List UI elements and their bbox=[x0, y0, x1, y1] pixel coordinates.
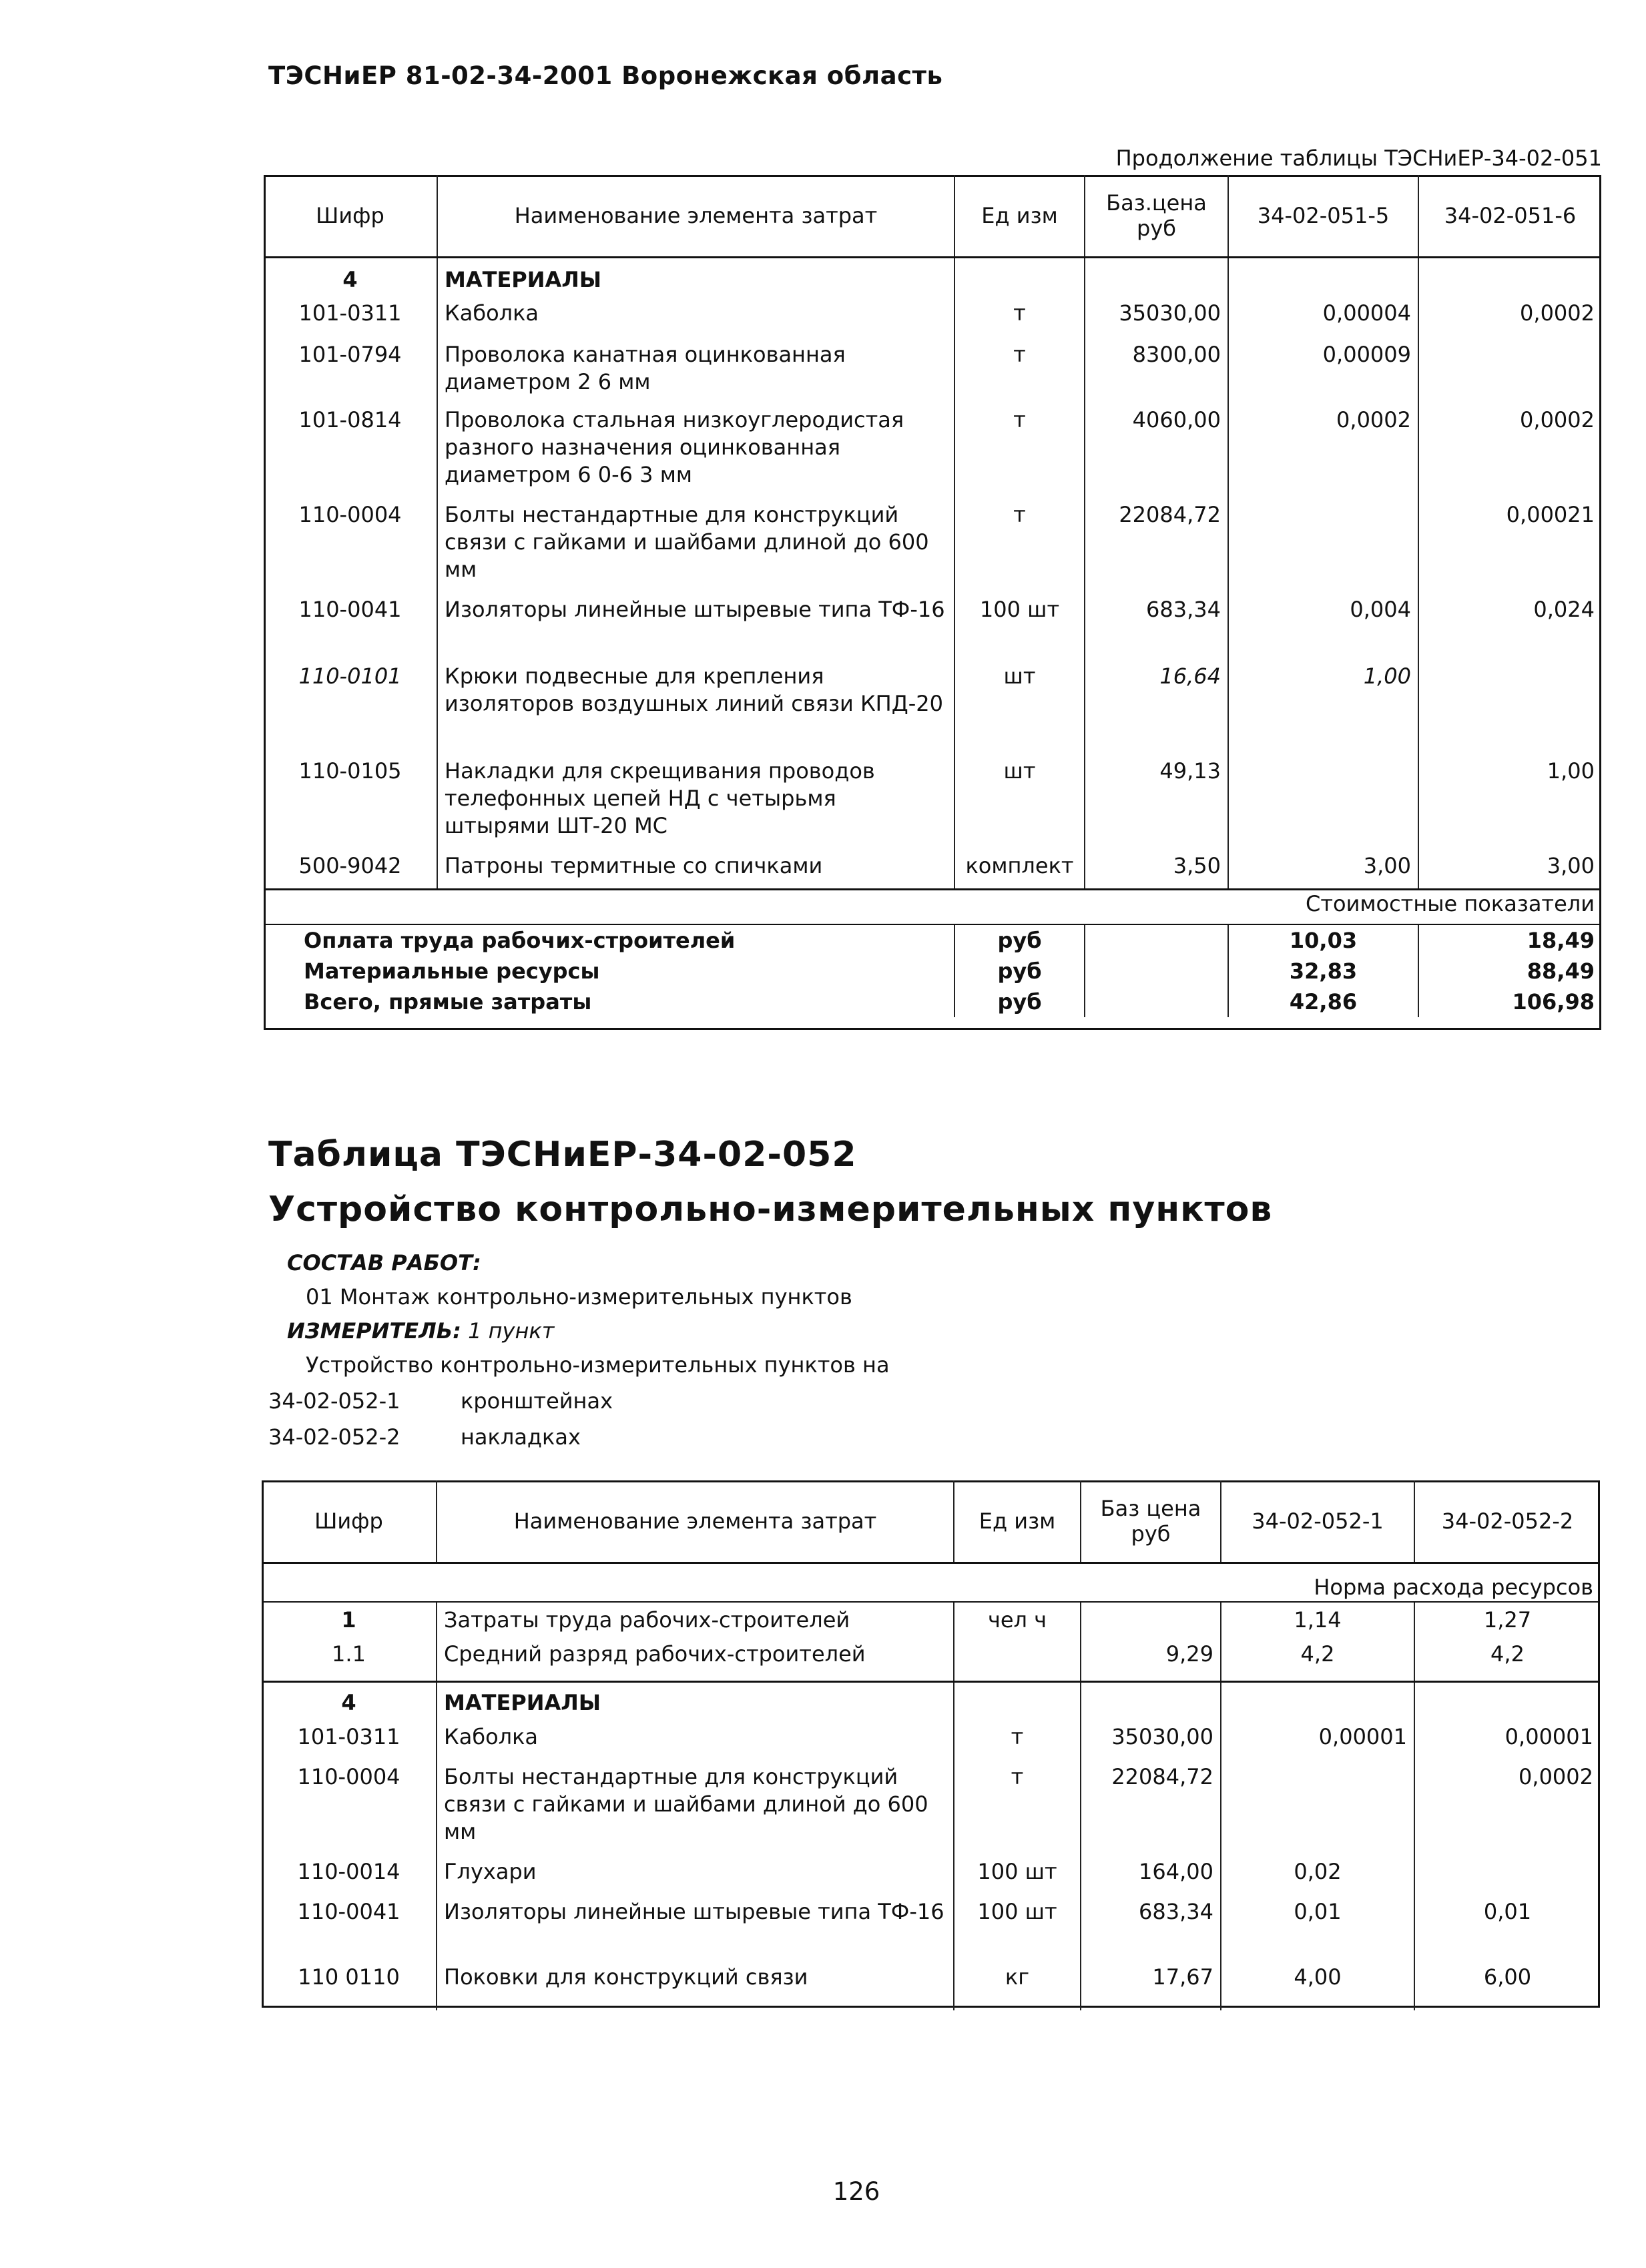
row-unit: 100 шт bbox=[954, 596, 1085, 663]
row-name: Крюки подвесные для крепления изоляторов воздушных линий связи КПД-20 bbox=[437, 663, 954, 758]
row-name: Средний разряд рабочих-строителей bbox=[437, 1641, 954, 1682]
meter-label: ИЗМЕРИТЕЛЬ: bbox=[287, 1318, 461, 1344]
row-unit bbox=[954, 1641, 1081, 1682]
col-header-unit: Ед изм bbox=[954, 1480, 1081, 1563]
section-name: МАТЕРИАЛЫ bbox=[437, 258, 954, 300]
col-header-name: Наименование элемента затрат bbox=[437, 1480, 954, 1563]
row-v1: 0,01 bbox=[1221, 1898, 1414, 1964]
row-name: Поковки для конструкций связи bbox=[437, 1964, 954, 2010]
row-code: 500-9042 bbox=[298, 852, 402, 878]
section-row bbox=[262, 1682, 1600, 1723]
col-header-code: Шифр bbox=[262, 1480, 437, 1563]
row-unit: т bbox=[954, 501, 1085, 596]
row-v2 bbox=[1418, 663, 1601, 758]
summary-name: Оплата труда рабочих-строителей bbox=[304, 927, 736, 953]
row-v2: 0,00001 bbox=[1414, 1723, 1600, 1763]
row-v1 bbox=[1228, 758, 1418, 852]
row-code: 110-0014 bbox=[297, 1858, 400, 1884]
row-unit: 100 шт bbox=[954, 1898, 1081, 1964]
row-price: 8300,00 bbox=[1085, 341, 1228, 406]
section-code: 4 bbox=[342, 267, 358, 292]
summary-row bbox=[264, 986, 1601, 1017]
table-row bbox=[262, 1964, 1600, 2010]
summary-v2: 18,49 bbox=[1418, 924, 1601, 956]
table-row bbox=[262, 1763, 1600, 1858]
col-header-v1: 34-02-052-1 bbox=[1221, 1480, 1414, 1563]
row-v1: 0,004 bbox=[1228, 596, 1418, 663]
variant-code: 34-02-052-2 bbox=[268, 1424, 400, 1450]
row-v2: 1,27 bbox=[1414, 1602, 1600, 1641]
row-v1: 4,2 bbox=[1221, 1641, 1414, 1682]
table-row bbox=[264, 663, 1601, 758]
col-header-unit: Ед изм bbox=[954, 175, 1085, 258]
col-header-v2: 34-02-052-2 bbox=[1414, 1480, 1600, 1563]
variant-label: кронштейнах bbox=[461, 1388, 613, 1414]
row-name: Патроны термитные со спичками bbox=[437, 852, 954, 890]
row-name: Болты нестандартные для конструкций связи с гайками и шайбами длиной до 600 мм bbox=[437, 1763, 954, 1858]
summary-v1: 32,83 bbox=[1228, 956, 1418, 986]
row-v2: 0,01 bbox=[1414, 1898, 1600, 1964]
row-v1: 1,00 bbox=[1228, 663, 1418, 758]
row-v1 bbox=[1221, 1763, 1414, 1858]
table2-subheader-row bbox=[262, 1563, 1600, 1602]
col-header-v2: 34-02-051-6 bbox=[1418, 175, 1601, 258]
row-v2: 6,00 bbox=[1414, 1964, 1600, 2010]
row-v2: 0,0002 bbox=[1418, 406, 1601, 501]
row-name: Глухари bbox=[437, 1858, 954, 1898]
row-unit: чел ч bbox=[954, 1602, 1081, 1641]
page-number: 126 bbox=[832, 2177, 880, 2206]
row-code: 101-0794 bbox=[298, 341, 402, 367]
row-v1: 3,00 bbox=[1228, 852, 1418, 890]
row-name: Каболка bbox=[437, 300, 954, 341]
table-row bbox=[264, 596, 1601, 663]
table-row bbox=[264, 758, 1601, 852]
row-code: 101-0814 bbox=[298, 406, 402, 433]
row-v2: 0,024 bbox=[1418, 596, 1601, 663]
table2 bbox=[262, 1480, 1600, 2010]
row-code: 110-0004 bbox=[298, 501, 402, 527]
table-row bbox=[262, 1898, 1600, 1964]
section-name: МАТЕРИАЛЫ bbox=[437, 1682, 954, 1723]
row-v2 bbox=[1414, 1858, 1600, 1898]
row-code: 101-0311 bbox=[297, 1723, 400, 1749]
summary-unit: руб bbox=[954, 956, 1085, 986]
row-code: 110-0004 bbox=[297, 1763, 400, 1789]
meter-value: 1 пункт bbox=[468, 1318, 555, 1344]
row-name: Болты нестандартные для конструкций связи с гайками и шайбами длиной до 600 мм bbox=[437, 501, 954, 596]
table-continuation-label: Продолжение таблицы ТЭСНиЕР-34-02-051 bbox=[1115, 146, 1602, 171]
row-name: Проволока стальная низкоуглеродистая разного назначения оцинкованная диаметром 6 0-6 3 мм bbox=[437, 406, 954, 501]
table1-header-row bbox=[264, 175, 1601, 258]
row-price: 49,13 bbox=[1085, 758, 1228, 852]
table-row bbox=[264, 852, 1601, 890]
table2-header-row bbox=[262, 1480, 1600, 1563]
summary-v2: 106,98 bbox=[1418, 986, 1601, 1017]
row-price: 3,50 bbox=[1085, 852, 1228, 890]
meter-line bbox=[287, 1318, 554, 1344]
row-name: Изоляторы линейные штыревые типа ТФ-16 bbox=[437, 1898, 954, 1964]
resource-norm-label: Норма расхода ресурсов bbox=[262, 1563, 1600, 1602]
row-name: Проволока канатная оцинкованная диаметром 2 6 мм bbox=[437, 341, 954, 406]
row-code: 110-0101 bbox=[298, 663, 402, 689]
row-price bbox=[1081, 1602, 1221, 1641]
row-price: 683,34 bbox=[1081, 1898, 1221, 1964]
intro-text: Устройство контрольно-измерительных пунктов на bbox=[306, 1352, 890, 1378]
row-code: 110 0110 bbox=[298, 1964, 400, 1990]
row-v2: 4,2 bbox=[1414, 1641, 1600, 1682]
row-price: 35030,00 bbox=[1085, 300, 1228, 341]
row-price: 22084,72 bbox=[1085, 501, 1228, 596]
table1-subheader-row bbox=[264, 890, 1601, 924]
table-row bbox=[262, 1858, 1600, 1898]
col-header-name: Наименование элемента затрат bbox=[437, 175, 954, 258]
row-v1: 0,00009 bbox=[1228, 341, 1418, 406]
row-price: 683,34 bbox=[1085, 596, 1228, 663]
row-code: 1 bbox=[341, 1607, 356, 1633]
row-v1 bbox=[1228, 501, 1418, 596]
row-name: Изоляторы линейные штыревые типа ТФ-16 bbox=[437, 596, 954, 663]
table2-subtitle: Устройство контрольно-измерительных пунктов bbox=[268, 1189, 1273, 1229]
row-v1: 0,00001 bbox=[1221, 1723, 1414, 1763]
row-v2: 3,00 bbox=[1418, 852, 1601, 890]
col-header-price: Баз.цена руб bbox=[1085, 175, 1228, 258]
labor-row bbox=[262, 1641, 1600, 1682]
page-header: ТЭСНиЕР 81-02-34-2001 Воронежская область bbox=[268, 61, 943, 90]
row-v1: 0,02 bbox=[1221, 1858, 1414, 1898]
row-code: 110-0105 bbox=[298, 758, 402, 784]
row-unit: т bbox=[954, 1723, 1081, 1763]
row-unit: шт bbox=[954, 758, 1085, 852]
variant-code: 34-02-052-1 bbox=[268, 1388, 400, 1414]
table-row bbox=[264, 501, 1601, 596]
cost-indicators-label: Стоимостные показатели bbox=[264, 890, 1601, 924]
row-v1: 1,14 bbox=[1221, 1602, 1414, 1641]
row-unit: т bbox=[954, 341, 1085, 406]
table-row bbox=[264, 300, 1601, 341]
summary-row bbox=[264, 924, 1601, 956]
summary-unit: руб bbox=[954, 986, 1085, 1017]
table-row bbox=[262, 1723, 1600, 1763]
row-unit: т bbox=[954, 300, 1085, 341]
summary-v2: 88,49 bbox=[1418, 956, 1601, 986]
work-item: 01 Монтаж контрольно-измерительных пунктов bbox=[306, 1284, 852, 1310]
row-name: Накладки для скрещивания проводов телефонных цепей НД с четырьмя штырями ШТ-20 МС bbox=[437, 758, 954, 852]
row-unit: комплект bbox=[954, 852, 1085, 890]
row-v2: 0,0002 bbox=[1418, 300, 1601, 341]
row-price: 4060,00 bbox=[1085, 406, 1228, 501]
row-v1: 4,00 bbox=[1221, 1964, 1414, 2010]
labor-row bbox=[262, 1602, 1600, 1641]
section-code: 4 bbox=[262, 1682, 437, 1723]
row-name: Затраты труда рабочих-строителей bbox=[437, 1602, 954, 1641]
col-header-code: Шифр bbox=[264, 175, 437, 258]
work-composition-label: СОСТАВ РАБОТ: bbox=[287, 1250, 481, 1275]
table-row bbox=[264, 341, 1601, 406]
row-price: 17,67 bbox=[1081, 1964, 1221, 2010]
table-row bbox=[264, 406, 1601, 501]
row-unit: т bbox=[954, 1763, 1081, 1858]
row-unit: шт bbox=[954, 663, 1085, 758]
row-v1: 0,00004 bbox=[1228, 300, 1418, 341]
row-v1: 0,0002 bbox=[1228, 406, 1418, 501]
section-row bbox=[264, 258, 1601, 300]
row-v2: 0,00021 bbox=[1418, 501, 1601, 596]
row-unit: 100 шт bbox=[954, 1858, 1081, 1898]
summary-name: Материальные ресурсы bbox=[304, 958, 600, 984]
row-code: 110-0041 bbox=[298, 596, 402, 622]
row-code: 1.1 bbox=[332, 1641, 366, 1667]
summary-row bbox=[264, 956, 1601, 986]
row-name: Каболка bbox=[437, 1723, 954, 1763]
summary-v1: 42,86 bbox=[1228, 986, 1418, 1017]
row-unit: т bbox=[954, 406, 1085, 501]
row-price: 9,29 bbox=[1081, 1641, 1221, 1682]
row-code: 110-0041 bbox=[297, 1898, 400, 1924]
table2-title: Таблица ТЭСНиЕР-34-02-052 bbox=[268, 1135, 857, 1175]
summary-unit: руб bbox=[954, 924, 1085, 956]
row-v2: 1,00 bbox=[1418, 758, 1601, 852]
col-header-price: Баз цена руб bbox=[1081, 1480, 1221, 1563]
summary-name: Всего, прямые затраты bbox=[304, 988, 592, 1015]
row-price: 16,64 bbox=[1085, 663, 1228, 758]
row-v2 bbox=[1418, 341, 1601, 406]
row-v2: 0,0002 bbox=[1414, 1763, 1600, 1858]
col-header-v1: 34-02-051-5 bbox=[1228, 175, 1418, 258]
table1 bbox=[264, 175, 1601, 1017]
row-price: 35030,00 bbox=[1081, 1723, 1221, 1763]
row-code: 101-0311 bbox=[298, 300, 402, 326]
summary-v1: 10,03 bbox=[1228, 924, 1418, 956]
row-unit: кг bbox=[954, 1964, 1081, 2010]
variant-label: накладках bbox=[461, 1424, 581, 1450]
row-price: 22084,72 bbox=[1081, 1763, 1221, 1858]
row-price: 164,00 bbox=[1081, 1858, 1221, 1898]
